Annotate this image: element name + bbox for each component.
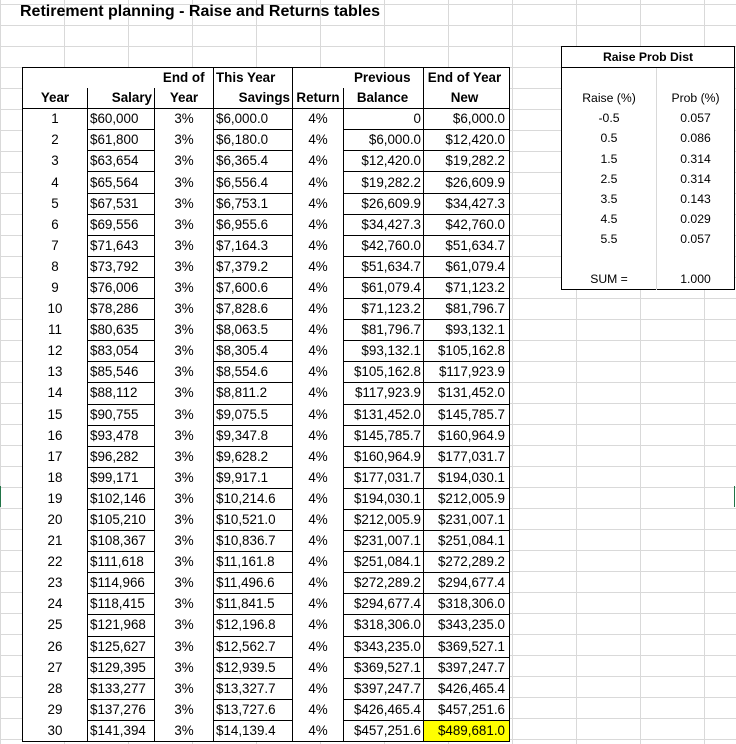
new-balance-cell[interactable]: $397,247.7 [424,657,510,678]
raise-cell[interactable]: 3% [155,720,214,741]
header-prev[interactable]: Balance [344,88,424,109]
year-cell[interactable]: 28 [23,678,88,699]
table-row [23,573,510,594]
savings-cell[interactable]: $6,365.4 [214,151,293,172]
year-cell[interactable]: 15 [23,404,88,425]
new-balance-cell[interactable]: $177,031.7 [424,446,510,467]
return-cell[interactable]: 4% [308,554,328,570]
raise-cell[interactable]: 3% [174,322,194,338]
new-balance-cell[interactable]: $93,132.1 [424,320,510,341]
year-cell[interactable]: 1 [23,109,88,130]
raise-cell[interactable]: 3% [174,512,194,528]
prev-balance-cell[interactable]: $318,306.0 [344,615,424,636]
dist-col1-header[interactable]: Raise (%) [562,88,657,108]
prev-balance-cell[interactable]: $81,796.7 [344,320,424,341]
dist-raise-cell[interactable]: 3.5 [562,189,657,209]
new-balance-cell[interactable]: $294,677.4 [424,573,510,594]
table-row [23,362,510,383]
savings-cell[interactable]: $6,000.0 [214,109,293,130]
new-balance-cell[interactable]: $489,681.0 [424,720,510,741]
savings-cell[interactable]: $7,828.6 [214,299,293,320]
dist-prob-cell[interactable]: 0.029 [680,211,711,226]
year-cell[interactable]: 6 [23,214,88,235]
savings-cell[interactable]: $7,379.2 [214,256,293,277]
year-cell[interactable]: 7 [23,235,88,256]
salary-cell[interactable]: $121,968 [88,615,155,636]
year-cell[interactable]: 5 [23,193,88,214]
salary-cell[interactable]: $118,415 [88,594,155,615]
return-cell[interactable]: 4% [308,406,328,422]
return-cell[interactable]: 4% [308,575,328,591]
new-balance-cell[interactable]: $42,760.0 [424,214,510,235]
prev-balance-cell[interactable]: $212,005.9 [344,509,424,530]
prev-balance-cell[interactable]: $426,465.4 [344,699,424,720]
salary-cell[interactable]: $73,792 [88,256,155,277]
return-cell[interactable]: 4% [308,385,328,401]
prev-balance-cell[interactable]: $61,079.4 [344,277,424,298]
return-cell[interactable]: 4% [308,322,328,338]
dist-blank-cell[interactable] [657,68,735,89]
return-cell[interactable]: 4% [308,301,328,317]
prev-balance-cell[interactable]: $177,031.7 [344,467,424,488]
dist-row [562,189,735,209]
table-row [23,657,510,678]
raise-cell[interactable]: 3% [174,701,194,717]
new-balance-cell[interactable]: $131,452.0 [424,383,510,404]
new-balance-cell[interactable]: $251,084.1 [424,531,510,552]
table-row [23,193,510,214]
salary-cell[interactable]: $114,966 [88,573,155,594]
year-cell[interactable]: 3 [23,151,88,172]
salary-cell[interactable]: $137,276 [88,699,155,720]
header-new-top[interactable]: End of Year [424,68,510,89]
new-balance-cell[interactable]: $19,282.2 [424,151,510,172]
savings-cell[interactable]: $8,811.2 [214,383,293,404]
year-cell[interactable]: 30 [23,720,88,741]
table-row [23,509,510,530]
prev-balance-cell[interactable]: $272,289.2 [344,573,424,594]
savings-cell[interactable]: $11,161.8 [214,552,293,573]
new-balance-cell[interactable]: $426,465.4 [424,678,510,699]
salary-cell[interactable]: $83,054 [88,341,155,362]
salary-cell[interactable]: $63,654 [88,151,155,172]
year-cell[interactable]: 4 [23,172,88,193]
dist-blank-cell[interactable] [562,249,657,269]
header-prev-top[interactable]: Previous [344,68,424,89]
table-row [23,488,510,509]
savings-cell[interactable]: $6,753.1 [214,193,293,214]
salary-cell[interactable]: $129,395 [88,657,155,678]
raise-cell[interactable]: 3% [174,533,194,549]
table-row [23,383,510,404]
dist-row [562,209,735,229]
prev-balance-cell[interactable]: $369,527.1 [344,657,424,678]
raise-cell[interactable]: 3% [174,111,194,127]
dist-prob-cell[interactable]: 0.314 [680,171,711,186]
table-row [23,320,510,341]
return-cell[interactable]: 4% [308,174,328,190]
return-cell[interactable]: 4% [308,638,328,654]
return-cell[interactable]: 4% [308,111,328,127]
year-cell[interactable]: 19 [23,488,88,509]
table-row [23,404,510,425]
table-row [23,256,510,277]
savings-cell[interactable]: $9,075.5 [214,404,293,425]
year-cell[interactable]: 10 [23,299,88,320]
salary-cell[interactable]: $90,755 [88,404,155,425]
salary-cell[interactable]: $65,564 [88,172,155,193]
prev-balance-cell[interactable]: $457,251.6 [344,720,424,741]
table-row [23,109,510,130]
savings-cell[interactable]: $12,939.5 [214,657,293,678]
salary-cell[interactable]: $133,277 [88,678,155,699]
raise-cell[interactable]: 3% [174,427,194,443]
prev-balance-cell[interactable]: $105,162.8 [344,362,424,383]
salary-cell[interactable]: $108,367 [88,531,155,552]
salary-cell[interactable]: $88,112 [88,383,155,404]
salary-cell[interactable]: $76,006 [88,277,155,298]
new-balance-cell[interactable]: $343,235.0 [424,615,510,636]
salary-cell[interactable]: $67,531 [88,193,155,214]
savings-cell[interactable]: $14,139.4 [214,720,293,741]
salary-cell[interactable]: $105,210 [88,509,155,530]
new-balance-cell[interactable]: $369,527.1 [424,636,510,657]
return-cell[interactable]: 4% [308,132,328,148]
dist-prob-cell[interactable]: 0.057 [680,231,711,246]
new-balance-cell[interactable]: $318,306.0 [424,594,510,615]
raise-cell[interactable]: 3% [174,617,194,633]
header-return-top[interactable] [293,68,344,89]
raise-cell[interactable]: 3% [174,638,194,654]
return-cell[interactable]: 4% [308,364,328,380]
salary-cell[interactable]: $71,643 [88,235,155,256]
dist-title-row [562,47,735,68]
year-cell[interactable]: 8 [23,256,88,277]
new-balance-cell[interactable]: $145,785.7 [424,404,510,425]
year-cell[interactable]: 12 [23,341,88,362]
new-balance-cell[interactable]: $457,251.6 [424,699,510,720]
dist-title[interactable]: Raise Prob Dist [562,47,735,68]
table-row [23,151,510,172]
table-row [23,594,510,615]
sheet-title: Retirement planning - Raise and Returns tables [20,3,381,20]
new-balance-cell[interactable]: $272,289.2 [424,552,510,573]
savings-cell[interactable]: $12,196.8 [214,615,293,636]
return-cell[interactable]: 4% [293,720,344,741]
year-cell[interactable]: 29 [23,699,88,720]
retirement-table [22,67,510,742]
header-year-top[interactable] [23,68,88,89]
prev-balance-cell[interactable]: $231,007.1 [344,531,424,552]
salary-cell[interactable]: $93,478 [88,425,155,446]
table-row [23,341,510,362]
year-cell[interactable]: 13 [23,362,88,383]
prev-balance-cell[interactable]: $194,030.1 [344,488,424,509]
dist-blank-row [562,68,735,89]
header-new[interactable]: New [424,88,510,109]
return-cell[interactable]: 4% [308,659,328,675]
dist-prob-cell[interactable]: 0.314 [680,151,711,166]
table-row [23,172,510,193]
dist-prob-cell[interactable]: 0.086 [680,131,711,146]
table-row [23,425,510,446]
savings-cell[interactable]: $7,600.6 [214,277,293,298]
return-cell[interactable]: 4% [308,512,328,528]
dist-raise-cell[interactable]: 4.5 [562,209,657,229]
table-row [23,235,510,256]
year-cell[interactable]: 21 [23,531,88,552]
header-savings[interactable]: Savings [214,88,293,109]
savings-cell[interactable]: $6,955.6 [214,214,293,235]
new-balance-cell[interactable]: $160,964.9 [424,425,510,446]
salary-cell[interactable]: $78,286 [88,299,155,320]
prev-balance-cell[interactable]: $397,247.7 [344,678,424,699]
year-cell[interactable]: 27 [23,657,88,678]
raise-cell[interactable]: 3% [174,554,194,570]
savings-cell[interactable]: $10,214.6 [214,488,293,509]
year-cell[interactable]: 9 [23,277,88,298]
raise-cell[interactable]: 3% [174,301,194,317]
savings-cell[interactable]: $10,836.7 [214,531,293,552]
table-row [23,678,510,699]
prev-balance-cell[interactable]: 0 [344,109,424,130]
dist-raise-cell[interactable]: 5.5 [562,229,657,249]
dist-row [562,229,735,249]
savings-cell[interactable]: $10,521.0 [214,509,293,530]
return-cell[interactable]: 4% [308,490,328,506]
return-cell[interactable]: 4% [308,617,328,633]
return-cell[interactable]: 4% [308,448,328,464]
salary-cell[interactable]: $60,000 [88,109,155,130]
dist-header-row [562,88,735,108]
prev-balance-cell[interactable]: $6,000.0 [344,130,424,151]
raise-cell[interactable]: 3% [174,364,194,380]
prev-balance-cell[interactable]: $93,132.1 [344,341,424,362]
raise-cell[interactable]: 3% [174,343,194,359]
raise-cell[interactable]: 3% [174,469,194,485]
year-cell[interactable]: 23 [23,573,88,594]
year-cell[interactable]: 24 [23,594,88,615]
dist-raise-cell[interactable]: 1.5 [562,148,657,168]
raise-prob-dist-table [561,46,735,290]
selection-edge-left [0,486,1,507]
table-row [23,299,510,320]
dist-sum-row [562,269,735,290]
new-balance-cell[interactable]: $212,005.9 [424,488,510,509]
dist-row [562,148,735,168]
year-cell[interactable]: 16 [23,425,88,446]
year-cell[interactable]: 11 [23,320,88,341]
table-row [23,720,510,741]
raise-cell[interactable]: 3% [174,596,194,612]
dist-raise-cell[interactable]: 0.5 [562,128,657,148]
return-cell[interactable]: 4% [308,469,328,485]
salary-cell[interactable]: $99,171 [88,467,155,488]
raise-cell[interactable]: 3% [174,659,194,675]
new-balance-cell[interactable]: $81,796.7 [424,299,510,320]
table-row [23,130,510,151]
dist-blank-row [562,249,735,269]
salary-cell[interactable]: $102,146 [88,488,155,509]
savings-cell[interactable]: $8,063.5 [214,320,293,341]
raise-cell[interactable]: 3% [174,279,194,295]
savings-cell[interactable]: $6,556.4 [214,172,293,193]
prev-balance-cell[interactable]: $343,235.0 [344,636,424,657]
dist-sum-value[interactable]: 1.000 [680,272,711,287]
year-cell[interactable]: 17 [23,446,88,467]
prev-balance-cell[interactable]: $12,420.0 [344,151,424,172]
savings-cell[interactable]: $11,841.5 [214,594,293,615]
return-cell[interactable]: 4% [308,153,328,169]
dist-blank-cell[interactable] [657,249,735,269]
savings-cell[interactable]: $8,554.6 [214,362,293,383]
return-cell[interactable]: 4% [308,427,328,443]
new-balance-cell[interactable]: $117,923.9 [424,362,510,383]
table-row [23,467,510,488]
raise-cell[interactable]: 3% [174,258,194,274]
header-row-top [23,68,510,89]
savings-cell[interactable]: $13,727.6 [214,699,293,720]
new-balance-cell[interactable]: $61,079.4 [424,256,510,277]
prev-balance-cell[interactable]: $42,760.0 [344,235,424,256]
return-cell[interactable]: 4% [308,195,328,211]
selection-edge-right [734,486,735,507]
savings-cell[interactable]: $9,917.1 [214,467,293,488]
header-salary[interactable]: Salary [88,88,155,109]
raise-cell[interactable]: 3% [174,216,194,232]
return-cell[interactable]: 4% [308,279,328,295]
new-balance-cell[interactable]: $105,162.8 [424,341,510,362]
salary-cell[interactable]: $141,394 [88,720,155,741]
return-cell[interactable]: 4% [308,258,328,274]
year-cell[interactable]: 2 [23,130,88,151]
dist-col2-header[interactable]: Prob (%) [671,91,720,106]
raise-cell[interactable]: 3% [174,575,194,591]
salary-cell[interactable]: $96,282 [88,446,155,467]
prev-balance-cell[interactable]: $26,609.9 [344,193,424,214]
raise-cell[interactable]: 3% [174,132,194,148]
return-cell[interactable]: 4% [308,237,328,253]
dist-blank-cell[interactable] [562,68,657,89]
raise-cell[interactable]: 3% [174,448,194,464]
prev-balance-cell[interactable]: $51,634.7 [344,256,424,277]
prev-balance-cell[interactable]: $160,964.9 [344,446,424,467]
new-balance-cell[interactable]: $6,000.0 [424,109,510,130]
prev-balance-cell[interactable]: $19,282.2 [344,172,424,193]
prev-balance-cell[interactable]: $251,084.1 [344,552,424,573]
return-cell[interactable]: 4% [308,680,328,696]
prev-balance-cell[interactable]: $34,427.3 [344,214,424,235]
dist-raise-cell[interactable]: 2.5 [562,169,657,189]
table-row [23,552,510,573]
year-cell[interactable]: 26 [23,636,88,657]
savings-cell[interactable]: $9,347.8 [214,425,293,446]
savings-cell[interactable]: $11,496.6 [214,573,293,594]
savings-cell[interactable]: $8,305.4 [214,341,293,362]
return-cell[interactable]: 4% [308,701,328,717]
raise-cell[interactable]: 3% [174,153,194,169]
return-cell[interactable]: 4% [308,533,328,549]
salary-cell[interactable]: $69,556 [88,214,155,235]
savings-cell[interactable]: $13,327.7 [214,678,293,699]
dist-raise-cell[interactable]: -0.5 [562,108,657,128]
savings-cell[interactable]: $12,562.7 [214,636,293,657]
table-row [23,277,510,298]
savings-cell[interactable]: $7,164.3 [214,235,293,256]
savings-cell[interactable]: $6,180.0 [214,130,293,151]
new-balance-cell[interactable]: $194,030.1 [424,467,510,488]
salary-cell[interactable]: $85,546 [88,362,155,383]
year-cell[interactable]: 20 [23,509,88,530]
year-cell[interactable]: 25 [23,615,88,636]
header-year[interactable]: Year [23,88,88,109]
prev-balance-cell[interactable]: $71,123.2 [344,299,424,320]
dist-row [562,169,735,189]
salary-cell[interactable]: $80,635 [88,320,155,341]
raise-cell[interactable]: 3% [174,406,194,422]
table-row [23,531,510,552]
prev-balance-cell[interactable]: $131,452.0 [344,404,424,425]
header-return[interactable]: Return [293,88,344,109]
prev-balance-cell[interactable]: $145,785.7 [344,425,424,446]
raise-cell[interactable]: 3% [174,174,194,190]
raise-cell[interactable]: 3% [174,385,194,401]
new-balance-cell[interactable]: $34,427.3 [424,193,510,214]
return-cell[interactable]: 4% [308,216,328,232]
table-row [23,699,510,720]
salary-cell[interactable]: $125,627 [88,636,155,657]
dist-row [562,108,735,128]
header-eoy-top[interactable]: End of [155,68,214,89]
new-balance-cell[interactable]: $231,007.1 [424,509,510,530]
table-row [23,214,510,235]
new-balance-cell[interactable]: $51,634.7 [424,235,510,256]
year-cell[interactable]: 14 [23,383,88,404]
new-balance-cell[interactable]: $71,123.2 [424,277,510,298]
salary-cell[interactable]: $61,800 [88,130,155,151]
new-balance-cell[interactable]: $12,420.0 [424,130,510,151]
new-balance-cell[interactable]: $26,609.9 [424,172,510,193]
year-cell[interactable]: 22 [23,552,88,573]
header-row-bottom [23,88,510,109]
dist-prob-cell[interactable]: 0.143 [680,191,711,206]
header-eoy[interactable]: Year [155,88,214,109]
salary-cell[interactable]: $111,618 [88,552,155,573]
return-cell[interactable]: 4% [308,343,328,359]
raise-cell[interactable]: 3% [174,680,194,696]
raise-cell[interactable]: 3% [174,490,194,506]
table-row [23,615,510,636]
raise-cell[interactable]: 3% [174,195,194,211]
return-cell[interactable]: 4% [308,596,328,612]
dist-row [562,128,735,148]
prev-balance-cell[interactable]: $117,923.9 [344,383,424,404]
savings-cell[interactable]: $9,628.2 [214,446,293,467]
table-row [23,446,510,467]
raise-cell[interactable]: 3% [174,237,194,253]
prev-balance-cell[interactable]: $294,677.4 [344,594,424,615]
table-row [23,636,510,657]
header-savings-top[interactable]: This Year [214,68,293,89]
dist-sum-label[interactable]: SUM = [562,269,657,290]
dist-prob-cell[interactable]: 0.057 [680,111,711,126]
header-salary-top[interactable] [88,68,155,89]
year-cell[interactable]: 18 [23,467,88,488]
